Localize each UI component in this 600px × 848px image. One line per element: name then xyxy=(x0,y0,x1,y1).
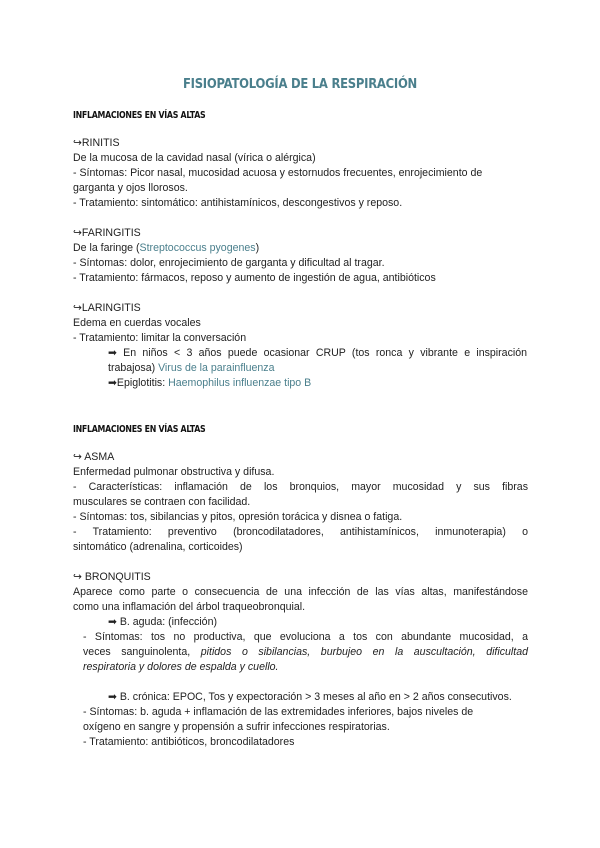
bronquitis-aguda: ➡ B. aguda: (infección) xyxy=(108,616,217,628)
rinitis-treatment: - Tratamiento: sintomático: antihistamínicos, descongestivos y reposo. xyxy=(73,197,403,209)
asma-characteristics-cont: musculares se contraen con facilidad. xyxy=(73,496,251,508)
pathogen-name: Streptococcus pyogenes xyxy=(139,242,256,254)
pathogen-name: Haemophilus influenzae tipo B xyxy=(168,377,312,389)
aguda-symptoms: - Síntomas: tos no productiva, que evoluciona a tos con abundante mucosidad, a xyxy=(83,631,528,643)
crup-note: ➡ En niños < 3 años puede ocasionar CRUP (tos ronca y vibrante e inspiración xyxy=(108,347,527,359)
asma-definition: Enfermedad pulmonar obstructiva y difusa. xyxy=(73,466,275,478)
bronquitis-definition-cont: como una inflamación del árbol traqueobronquial. xyxy=(73,601,306,613)
asma-characteristics: - Características: inflamación de los bronquios, mayor mucosidad y sus fibras xyxy=(73,481,528,493)
aguda-symptoms-end: respiratoria y dolores de espalda y cuello. xyxy=(83,661,279,673)
rinitis-definition: De la mucosa de la cavidad nasal (vírica o alérgica) xyxy=(73,152,316,164)
faringitis-symptoms: - Síntomas: dolor, enrojecimiento de garganta y dificultad al tragar. xyxy=(73,257,385,269)
rinitis-symptoms-cont: garganta y ojos llorosos. xyxy=(73,182,188,194)
cronica-symptoms: - Síntomas: b. aguda + inflamación de las extremidades inferiores, bajos niveles de xyxy=(83,706,474,718)
laringitis-title: ↪LARINGITIS xyxy=(73,302,141,314)
asma-treatment: - Tratamiento: preventivo (broncodilatadores, antihistamínicos, inmunoterapia) o xyxy=(73,526,528,538)
asma-title: ↪ ASMA xyxy=(73,451,115,463)
cronica-treatment: - Tratamiento: antibióticos, broncodilatadores xyxy=(83,736,295,748)
bronquitis-definition: Aparece como parte o consecuencia de una infección de las vías altas, manifestándose xyxy=(73,586,528,598)
asma-treatment-cont: sintomático (adrenalina, corticoides) xyxy=(73,541,243,553)
section-heading: INFLAMACIONES EN VÍAS ALTAS xyxy=(73,110,206,121)
laringitis-definition: Edema en cuerdas vocales xyxy=(73,317,201,329)
faringitis-title: ↪FARINGITIS xyxy=(73,227,141,239)
aguda-symptoms-cont: veces sanguinolenta, pitidos o sibilancias, burbujeo en la auscultación, dificultad xyxy=(83,646,529,658)
bronquitis-cronica: ➡ B. crónica: EPOC, Tos y expectoración > 3 meses al año en > 2 años consecutivos. xyxy=(108,691,512,703)
pathogen-name: Virus de la parainfluenza xyxy=(158,362,275,374)
faringitis-definition: De la faringe (Streptococcus pyogenes) xyxy=(73,242,260,254)
asma-symptoms: - Síntomas: tos, sibilancias y pitos, opresión torácica y disnea o fatiga. xyxy=(73,511,403,523)
epiglotitis-note: ➡Epiglotitis: Haemophilus influenzae tipo B xyxy=(108,377,312,389)
bronquitis-title: ↪ BRONQUITIS xyxy=(73,571,151,583)
crup-note-cont: trabajosa) Virus de la parainfluenza xyxy=(108,362,275,374)
laringitis-treatment: - Tratamiento: limitar la conversación xyxy=(73,332,247,344)
cronica-symptoms-cont: oxígeno en sangre y propensión a sufrir infecciones respiratorias. xyxy=(83,721,390,733)
rinitis-title: ↪RINITIS xyxy=(73,137,120,149)
rinitis-symptoms: - Síntomas: Picor nasal, mucosidad acuosa y estornudos frecuentes, enrojecimiento de xyxy=(73,167,483,179)
section-heading: INFLAMACIONES EN VÍAS ALTAS xyxy=(73,424,206,435)
page-title: FISIOPATOLOGÍA DE LA RESPIRACIÓN xyxy=(182,76,418,92)
faringitis-treatment: - Tratamiento: fármacos, reposo y aumento de ingestión de agua, antibióticos xyxy=(73,272,436,284)
